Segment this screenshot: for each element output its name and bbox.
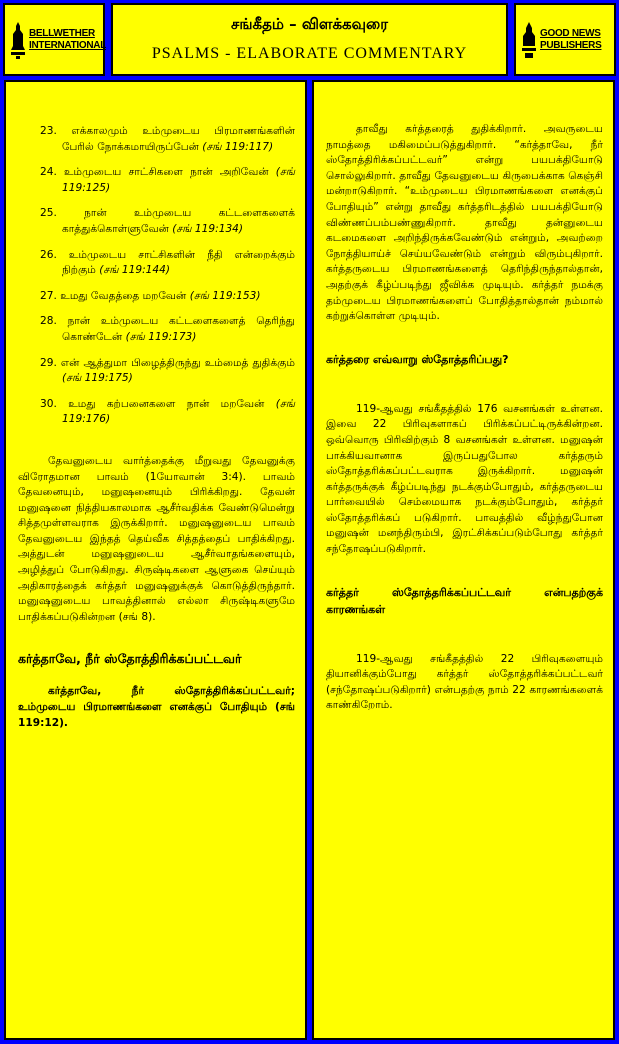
list-item: 29. என் ஆத்துமா பிழைத்திருந்து உம்மைத் துதிக்கும் (சங் 119:175) [40, 356, 295, 385]
logo-right-line2: PUBLISHERS [540, 39, 602, 51]
left-column [4, 80, 307, 1040]
page-header [111, 3, 508, 76]
bell-icon [11, 20, 25, 60]
list-item: 26. உம்முடைய சாட்சிகளின் நீதி என்றைக்கும் நிற்கும் (சங் 119:144) [40, 248, 295, 277]
list-item: 28. நான் உம்முடைய கட்டளைகளைத் தெரிந்து கொண்டேன் (சங் 119:173) [40, 315, 295, 343]
good-news-logo [514, 3, 616, 76]
list-item: 30. உமது கற்பனைகளை நான் மறவேன் (சங் 119:176) [40, 397, 295, 426]
lamp-icon [522, 20, 536, 60]
title-tamil: சங்கீதம் – விளக்கவுரை [231, 15, 388, 33]
body-paragraph: தேவனுடைய வார்த்தைக்கு மீறுவது தேவனுக்கு விரோதமான பாவம் (1யோவான் 3:4). பாவம் தேவனையும், மனுஷனையும் பிரிக்கிறது. தேவன் மனுஷனை நித்தியகாலமாக ஆசீர்வதிக்க வேண்டுமென்று சித்தமுள்ளவராக இருக்கிறார். மனுஷனுடைய பாவம் தேவனுடைய இந்தத் தெய்வீக சித்தத்தைப் பாதிக்கிறது. அத்துடன் மனுஷனுடைய ஆசீர்வாதங்களையும், அழித்துப் போடுகிறது. சிருஷ்டிகளை ஆளுகை செய்யும் அதிகாரத்தைக் கர்த்தர் மனுஷனுக்குக் கொடுத்திருந்தார். மனுஷனுடைய பாவத்தினால் எல்லா சிருஷ்டிகளுமே பாதிக்கப்படுகின்றன (சங் 8). [18, 454, 295, 623]
title-english: PSALMS - ELABORATE COMMENTARY [151, 45, 468, 62]
logo-right-line1: GOOD NEWS [540, 27, 601, 39]
bold-paragraph: கர்த்தாவே, நீர் ஸ்தோத்திரிக்கப்பட்டவர்; உம்முடைய பிரமாணங்களை எனக்குப் போதியும் (சங் 119:12). [18, 685, 295, 729]
body-paragraph: 119-ஆவது சங்கீதத்தில் 22 பிரிவுகளையும் தியானிக்கும்போது கர்த்தர் ஸ்தோத்தரிக்கப்பட்டவர் (சந்தோஷப்படுகிறார்) என்பதற்கு நாம் 22 காரணங்களைக் காண்கிறோம். [326, 652, 603, 712]
logo-left-line1: BELLWETHER [29, 27, 95, 39]
list-item: 24. உம்முடைய சாட்சிகளை நான் அறிவேன் (சங் 119:125) [40, 166, 295, 194]
list-item: 27. உமது வேதத்தை மறவேன் (சங் 119:153) [40, 289, 261, 302]
right-column [312, 80, 615, 1040]
body-paragraph: 119-ஆவது சங்கீதத்தில் 176 வசனங்கள் உள்ளன. இவை 22 பிரிவுகளாகப் பிரிக்கப்பட்டிருக்கின்றன. ஒவ்வொரு பிரிவிற்கும் 8 வசனங்கள் உள்ளன. மனுஷன் பாக்கியவானாக இருப்பதுபோல கர்த்தரும் ஸ்தோத்தரிக்கப்பட்டவராக இருக்கிறார். மனுஷன் கர்த்தருக்குக் கீழ்ப்படிந்து நடக்கும்போதும், கர்த்தருடைய பார்வையில் செம்மையாக நடக்கும்போதும், கர்த்தர் ஸ்தோத்தரிக்கப் படுகிறார். பாவத்தில் வீழ்ந்துபோன மனுஷன் மனந்திரும்பி, இரட்சிக்கப்படும்போது கர்த்தர் சந்தோஷப்படுகிறார். [326, 402, 603, 556]
section-heading: கர்த்தரை எவ்வாறு ஸ்தோத்தரிப்பது? [326, 352, 509, 366]
list-item: 25. நான் உம்முடைய கட்டளைகளைக் காத்துக்கொள்ளுவேன் (சங் 119:134) [40, 207, 295, 235]
logo-left-line2: INTERNATIONAL [29, 39, 107, 51]
body-paragraph: தாவீது கர்த்தரைத் துதிக்கிறார். அவருடைய நாமத்தை மகிமைப்படுத்துகிறார். “கர்த்தாவே, நீர் ஸ்தோத்திரிக்கப்பட்டவர்” என்று பயபக்தியோடு சொல்லுகிறார். தாவீது தேவனுடைய கிருபைக்காக கெஞ்சி மன்றாடுகிறார். “உம்முடைய பிரமாணங்களை எனக்குப் போதியும்” என்று தாவீது கர்த்தரிடத்தில் பயபக்தியோடு விண்ணப்பம்பண்ணுகிறார். தாவீது தன்னுடைய கடமைகளை அறிந்திருக்கவேண்டும் என்றும், அவற்றை நோத்தியாய்ச் செய்யவேண்டும் என்றும் விரும்புகிறார். கர்த்தருடைய பிரமாணங்களைத் தெரிந்திருந்தால்தான், அதற்குக் கீழ்ப்படிந்து ஜீவிக்க முடியும். கர்த்தர் நமக்கு தம்முடைய பிரமாணங்களைப் போதித்தால்தான் நம்மால் கற்றுக்கொள்ள முடியும். [326, 123, 603, 323]
list-item: 23. எக்காலமும் உம்முடைய பிரமாணங்களின் பேரில் நோக்கமாயிருப்பேன் (சங் 119:117) [40, 125, 295, 153]
section-heading: கர்த்தர் ஸ்தோத்தரிக்கப்பட்டவர் என்பதற்குக் காரணங்கள் [326, 585, 603, 616]
bellwether-logo [3, 3, 105, 76]
section-heading: கர்த்தாவே, நீர் ஸ்தோத்திரிக்கப்பட்டவர் [18, 651, 242, 667]
